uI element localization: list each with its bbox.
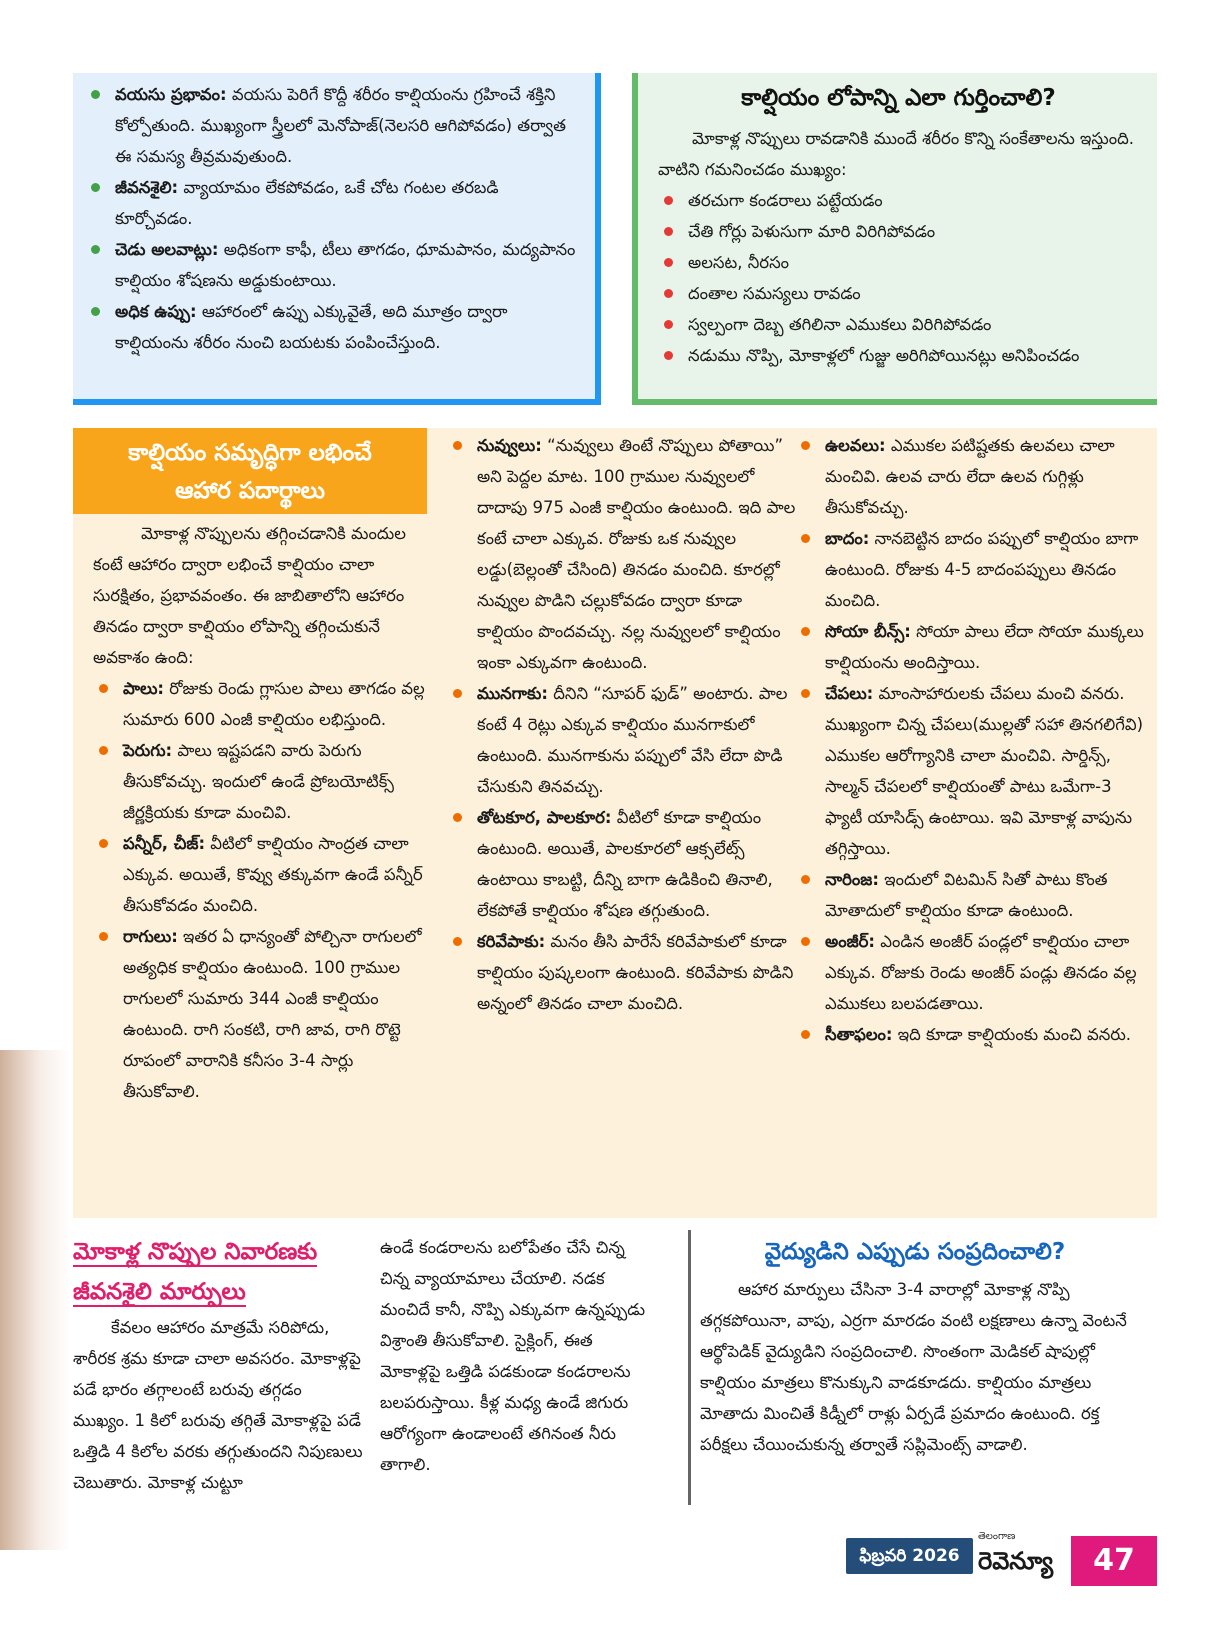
bullet-icon xyxy=(664,320,673,329)
bullet-icon xyxy=(453,937,462,946)
decorative-photo-edge xyxy=(0,1050,70,1550)
bullet-icon xyxy=(664,258,673,267)
foods-list-2 xyxy=(447,430,797,1019)
bullet-icon xyxy=(664,196,673,205)
doctor-advice-title: వైద్యుడిని ఎప్పుడు సంప్రదించాలి? xyxy=(764,1239,1066,1265)
list-item: తరచుగా కండరాలు పట్టేయడం xyxy=(658,185,1139,216)
lifestyle-paragraph-1: కేవలం ఆహారం మాత్రమే సరిపోదు, శారీరక శ్రమ కూడా చాలా అవసరం. మోకాళ్లపై పడే భారం తగ్గాలంటే బరువు తగ్గడం ముఖ్యం. 1 కిలో బరువు తగ్గితే మోకాళ్లపై పడే ఒత్తిడి 4 కిలోల వరకు తగ్గుతుందని నిపుణులు చెబుతారు. మోకాళ్ల చుట్టూ xyxy=(73,1318,363,1492)
foods-column-3 xyxy=(795,430,1145,1050)
list-item: చెడు అలవాట్లు: అధికంగా కాఫీ, టీలు తాగడం, ధూమపానం, మద్యపానం కాల్షియం శోషణను అడ్డుకుంటాయి. xyxy=(85,234,581,296)
foods-column-1 xyxy=(93,518,433,1107)
page-number: 47 xyxy=(1071,1536,1157,1586)
bullet-icon xyxy=(664,227,673,236)
bullet-icon xyxy=(801,441,810,450)
bullet-icon xyxy=(801,534,810,543)
bullet-icon xyxy=(91,90,100,99)
list-item: చేతి గోర్లు పెళుసుగా మారి విరిగిపోవడం xyxy=(658,216,1139,247)
list-item: స్వల్పంగా దెబ్బ తగిలినా ఎముకలు విరిగిపోవడం xyxy=(658,309,1139,340)
foods-list-3 xyxy=(795,430,1145,1050)
calcium-foods-box xyxy=(73,428,1157,1218)
bullet-icon xyxy=(91,183,100,192)
list-item: రాగులు: ఇతర ఏ ధాన్యంతో పోల్చినా రాగులలో అత్యధిక కాల్షియం ఉంటుంది. 100 గ్రాముల రాగులలో సుమారు 344 ఎంజీ కాల్షియం ఉంటుంది. రాగి సంకటి, రాగి జావ, రాగి రొట్టె రూపంలో వారానికి కనీసం 3-4 సార్లు తీసుకోవాలి. xyxy=(93,921,433,1107)
deficiency-signs-title: కాల్షియం లోపాన్ని ఎలా గుర్తించాలి? xyxy=(741,85,1056,111)
bullet-icon xyxy=(664,351,673,360)
list-item: తోటకూర, పాలకూర: వీటిలో కూడా కాల్షియం ఉంటుంది. అయితే, పాలకూరలో ఆక్సలేట్స్ ఉంటాయి కాబట్టి, దీన్ని బాగా ఉడికించి తినాలి, లేకపోతే కాల్షియం శోషణ తగ్గుతుంది. xyxy=(447,802,797,926)
deficiency-signs-intro: మోకాళ్ల నొప్పులు రావడానికి ముందే శరీరం కొన్ని సంకేతాలను ఇస్తుంది. వాటిని గమనించడం ముఖ్యం: xyxy=(658,129,1134,179)
list-item: కరివేపాకు: మనం తీసి పారేసే కరివేపాకులో కూడా కాల్షియం పుష్కలంగా ఉంటుంది. కరివేపాకు పొడిని అన్నంలో తినడం చాలా మంచిది. xyxy=(447,926,797,1019)
list-item: పన్నీర్, చీజ్: వీటిలో కాల్షియం సాంద్రత చాలా ఎక్కువ. అయితే, కొవ్వు తక్కువగా ఉండే పన్నీర్ తీసుకోవడం మంచిది. xyxy=(93,828,433,921)
bullet-icon xyxy=(453,441,462,450)
bullet-icon xyxy=(91,245,100,254)
issue-date: ఫిబ్రవరి 2026 xyxy=(846,1538,973,1574)
lifestyle-column-2 xyxy=(380,1232,655,1480)
magazine-logo: తెలంగాణ రెవెన్యూ xyxy=(978,1531,1054,1575)
bullet-icon xyxy=(91,307,100,316)
list-item: దంతాల సమస్యలు రావడం xyxy=(658,278,1139,309)
column-divider xyxy=(688,1230,691,1505)
list-item: సీతాఫలం: ఇది కూడా కాల్షియంకు మంచి వనరు. xyxy=(795,1019,1145,1050)
list-item: అధిక ఉప్పు: ఆహారంలో ఉప్పు ఎక్కువైతే, అది మూత్రం ద్వారా కాల్షియంను శరీరం నుంచి బయటకు పంపించేస్తుంది. xyxy=(85,296,581,358)
list-item: బాదం: నానబెట్టిన బాదం పప్పులో కాల్షియం బాగా ఉంటుంది. రోజుకు 4-5 బాదంపప్పులు తినడం మంచిది. xyxy=(795,523,1145,616)
list-item: పాలు: రోజుకు రెండు గ్లాసుల పాలు తాగడం వల్ల సుమారు 600 ఎంజీ కాల్షియం లభిస్తుంది. xyxy=(93,673,433,735)
list-item: నువ్వులు: “నువ్వులు తింటే నొప్పులు పోతాయి” అని పెద్దల మాట. 100 గ్రాముల నువ్వులలో దాదాపు 975 ఎంజీ కాల్షియం ఉంటుంది. ఇది పాల కంటే చాలా ఎక్కువ. రోజుకు ఒక నువ్వుల లడ్డు(బెల్లంతో చేసింది) తినడం మంచిది. కూరల్లో నువ్వుల పొడిని చల్లుకోవడం ద్వారా కూడా కాల్షియం పొందవచ్చు. నల్ల నువ్వులలో కాల్షియం ఇంకా ఎక్కువగా ఉంటుంది. xyxy=(447,430,797,678)
list-item: చేపలు: మాంసాహారులకు చేపలు మంచి వనరు. ముఖ్యంగా చిన్న చేపలు(ముల్లతో సహా తినగలిగేవి) ఎముకల ఆరోగ్యానికి చాలా మంచివి. సార్డిన్స్, సాల్మన్ చేపలలో కాల్షియంతో పాటు ఒమేగా-3 ఫ్యాటీ యాసిడ్స్ ఉంటాయి. ఇవి మోకాళ్ల వాపును తగ్గిస్తాయి. xyxy=(795,678,1145,864)
bullet-icon xyxy=(801,689,810,698)
list-item: మునగాకు: దీనిని “సూపర్ ఫుడ్” అంటారు. పాల కంటే 4 రెట్లు ఎక్కువ కాల్షియం మునగాకులో ఉంటుంది. మునగాకును పప్పులో వేసి లేదా పొడి చేసుకుని తినవచ్చు. xyxy=(447,678,797,802)
bullet-icon xyxy=(801,627,810,636)
lifestyle-column-1 xyxy=(73,1232,363,1498)
list-item: నారింజ: ఇందులో విటమిన్ సితో పాటు కొంత మోతాదులో కాల్షియం కూడా ఉంటుంది. xyxy=(795,864,1145,926)
signs-list xyxy=(658,185,1139,371)
doctor-advice-text: ఆహార మార్పులు చేసినా 3-4 వారాల్లో మోకాళ్ల నొప్పి తగ్గకపోయినా, వాపు, ఎర్రగా మారడం వంటి లక్షణాలు ఉన్నా వెంటనే ఆర్థోపెడిక్ వైద్యుడిని సంప్రదించాలి. సొంతంగా మెడికల్ షాపుల్లో కాల్షియం మాత్రలు కొనుక్కుని వాడకూడదు. కాల్షియం మాత్రలు మోతాదు మించితే కిడ్నీలో రాళ్లు ఏర్పడే ప్రమాదం ఉంటుంది. రక్త పరీక్షలు చేయించుకున్న తర్వాతే సప్లిమెంట్స్ వాడాలి. xyxy=(700,1280,1127,1454)
list-item: అలసట, నీరసం xyxy=(658,247,1139,278)
doctor-advice-section xyxy=(700,1232,1130,1460)
list-item: సోయా బీన్స్: సోయా పాలు లేదా సోయా ముక్కలు కాల్షియంను అందిస్తాయి. xyxy=(795,616,1145,678)
bullet-icon xyxy=(453,689,462,698)
calcium-loss-causes-box xyxy=(73,73,601,405)
bullet-icon xyxy=(99,746,108,755)
causes-list xyxy=(85,79,581,358)
lifestyle-paragraph-2: ఉండే కండరాలను బలోపేతం చేసే చిన్న చిన్న వ్యాయామాలు చేయాలి. నడక మంచిదే కానీ, నొప్పి ఎక్కువగా ఉన్నప్పుడు విశ్రాంతి తీసుకోవాలి. సైక్లింగ్, ఈత మోకాళ్లపై ఒత్తిడి పడకుండా కండరాలను బలపరుస్తాయి. కీళ్ల మధ్య ఉండే జిగురు ఆరోగ్యంగా ఉండాలంటే తగినంత నీరు తాగాలి. xyxy=(380,1238,646,1474)
bullet-icon xyxy=(801,875,810,884)
lifestyle-title: మోకాళ్ల నొప్పుల నివారణకు జీవనశైలి మార్పులు xyxy=(73,1239,318,1305)
list-item: పెరుగు: పాలు ఇష్టపడని వారు పెరుగు తీసుకోవచ్చు. ఇందులో ఉండే ప్రోబయోటిక్స్ జీర్ణక్రియకు కూడా మంచివి. xyxy=(93,735,433,828)
calcium-foods-header: కాల్షియం సమృద్ధిగా లభించే ఆహార పదార్థాలు xyxy=(73,428,427,514)
list-item: నడుము నొప్పి, మోకాళ్లలో గుజ్జు అరిగిపోయినట్లు అనిపించడం xyxy=(658,340,1139,371)
deficiency-signs-box xyxy=(632,73,1157,405)
bullet-icon xyxy=(664,289,673,298)
bullet-icon xyxy=(453,813,462,822)
list-item: వయసు ప్రభావం: వయసు పెరిగే కొద్దీ శరీరం కాల్షియంను గ్రహించే శక్తిని కోల్పోతుంది. ముఖ్యంగా స్త్రీలలో మెనోపాజ్(నెలసరి ఆగిపోవడం) తర్వాత ఈ సమస్య తీవ్రమవుతుంది. xyxy=(85,79,581,172)
list-item: జీవనశైలి: వ్యాయామం లేకపోవడం, ఒకే చోట గంటల తరబడి కూర్చోవడం. xyxy=(85,172,581,234)
list-item: ఉలవలు: ఎముకల పటిష్టతకు ఉలవలు చాలా మంచివి. ఉలవ చారు లేదా ఉలవ గుగ్గిళ్లు తీసుకోవచ్చు. xyxy=(795,430,1145,523)
bullet-icon xyxy=(99,932,108,941)
foods-intro: మోకాళ్ల నొప్పులను తగ్గించడానికి మందుల కంటే ఆహారం ద్వారా లభించే కాల్షియం చాలా సురక్షితం, ప్రభావవంతం. ఈ జాబితాలోని ఆహారం తినడం ద్వారా కాల్షియం లోపాన్ని తగ్గించుకునే అవకాశం ఉంది: xyxy=(93,524,406,667)
list-item: అంజీర్: ఎండిన అంజీర్ పండ్లలో కాల్షియం చాలా ఎక్కువ. రోజుకు రెండు అంజీర్ పండ్లు తినడం వల్ల ఎముకలు బలపడతాయి. xyxy=(795,926,1145,1019)
bullet-icon xyxy=(99,684,108,693)
foods-column-2 xyxy=(447,430,797,1019)
foods-list-1 xyxy=(93,673,433,1107)
bullet-icon xyxy=(99,839,108,848)
bullet-icon xyxy=(801,1030,810,1039)
bullet-icon xyxy=(801,937,810,946)
